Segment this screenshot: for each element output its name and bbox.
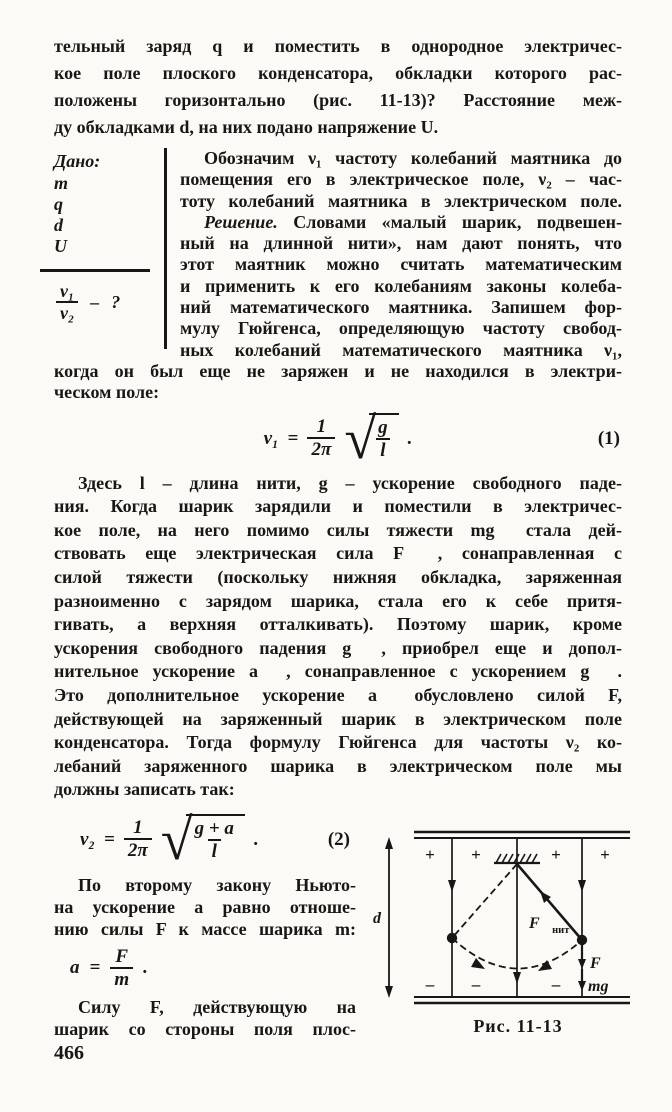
formula-2 <box>54 806 356 872</box>
radical-sign: √ <box>344 405 377 471</box>
coefficient-fraction <box>124 818 152 861</box>
plus-sign: + <box>471 844 481 864</box>
field-arrowhead <box>513 972 521 984</box>
text-line: тельный заряд q и поместить в однородное электричес- <box>54 36 622 56</box>
fraction-denominator: 2π <box>307 437 335 460</box>
text-line: Здесь l – длина нити, g – ускорение свободного паде- <box>78 472 622 493</box>
newton-text <box>54 874 356 940</box>
fraction-numerator: g <box>378 416 388 438</box>
radicand-fraction <box>191 819 238 862</box>
formula-acceleration <box>54 947 356 990</box>
text-line: этот маятник можно считать математическим <box>180 254 622 275</box>
text-line: помещения его в электрическое поле, ν₂ – час- <box>180 169 622 190</box>
plus-sign: + <box>551 844 561 864</box>
minus-sign: – <box>471 974 481 994</box>
electric-force-label: F⃗ <box>590 954 614 972</box>
given-symbol: d <box>54 215 63 235</box>
radicand <box>186 814 245 862</box>
text-line: должны записать так: <box>54 779 235 800</box>
period: . <box>407 427 413 449</box>
text-line: гивать, а верхняя отталкивать). Поэтому шарик, кроме <box>54 614 622 635</box>
minus-sign: – <box>425 974 435 994</box>
text-line: кое поле, на него помимо силы тяжести mg⃗ стала дей- <box>54 519 622 540</box>
text-line: разноименно с зарядом шарика, стала его к себе притя- <box>54 590 622 611</box>
given-box <box>40 148 167 349</box>
fraction-denominator: m <box>110 967 133 990</box>
given-separator-line <box>40 269 150 272</box>
solution-continuation <box>54 361 622 404</box>
radicand <box>369 413 399 461</box>
period: . <box>253 828 259 850</box>
minus-sign: – <box>551 974 561 994</box>
text-line: По второму закону Ньюто- <box>78 874 356 895</box>
square-root <box>160 806 245 872</box>
gravity-force-label: mg⃗ <box>588 977 621 995</box>
text-line: ный на длинной нити», нам дают понять, что <box>180 233 622 254</box>
problem-statement <box>54 33 622 141</box>
radical-sign: √ <box>160 806 193 872</box>
d-arrowhead-down <box>385 986 393 998</box>
figure-caption: Рис. 11-13 <box>473 1015 563 1036</box>
field-arrowhead <box>578 880 586 892</box>
given-symbol: q <box>54 194 63 214</box>
text-line: шарик со стороны поля плос- <box>54 1018 356 1039</box>
text-line: ческом поле: <box>54 382 160 403</box>
text-line: ния. Когда шарик зарядили и поместили в электричес- <box>54 496 622 517</box>
text-line: ных колебаний математического маятника ν₁, <box>180 339 622 360</box>
text-line: на ускорение a равно отноше- <box>54 896 356 917</box>
text-line: силой тяжести (поскольку нижняя обкладка, заряженная <box>54 566 622 587</box>
equation-number: (1) <box>597 427 620 449</box>
d-label: d <box>373 909 381 927</box>
bottom-left-column <box>54 806 356 1040</box>
coefficient-fraction <box>307 417 335 460</box>
capacitor-pendulum-diagram <box>372 822 664 1008</box>
text-line: кое поле плоского конденсатора, обкладки которого рас- <box>54 63 622 83</box>
text-line: мулу Гюйгенса, определяющую частоту свобод- <box>180 318 622 339</box>
text-line: Силу F, действующую на <box>78 996 356 1017</box>
tension-force-label: $F⃗_{нит}$ <box>529 914 570 936</box>
text-line: ний математического маятника. Запишем фор- <box>180 297 622 318</box>
text-line: ствовать еще электрическая сила F⃗ , сонаправленная с <box>54 543 622 564</box>
plus-sign: + <box>425 844 435 864</box>
given-symbol: m <box>54 173 69 193</box>
formula-lhs: ν₂ <box>80 828 96 850</box>
force-text <box>54 996 356 1040</box>
square-root <box>344 405 398 471</box>
text-line: нительное ускорение a⃗ , сонаправленное с ускорением g⃗ . <box>54 661 622 682</box>
equals-sign: = <box>89 957 101 979</box>
equals-sign: = <box>104 828 115 850</box>
formula-lhs: ν₁ <box>263 427 279 449</box>
question-mark: ? <box>111 291 121 312</box>
text-line: конденсатора. Тогда формулу Гюйгенса для частоты ν₂ ко- <box>54 732 622 753</box>
given-title: Дано: <box>54 151 101 171</box>
fraction-numerator: 1 <box>133 817 143 839</box>
dash: – <box>90 291 100 312</box>
solution-column <box>167 148 622 361</box>
page-number: 466 <box>54 1042 84 1064</box>
text-line: когда он был еще не заряжен и не находился в электри- <box>54 360 622 381</box>
figure-11-13 <box>372 822 664 1040</box>
text-line: и применить к его колебаниям законы колеба- <box>180 275 622 296</box>
bottom-section <box>54 806 622 1040</box>
find-expression <box>54 282 164 323</box>
gravity-force-arrowhead <box>578 981 586 991</box>
swing-direction-arrow <box>538 960 552 971</box>
fraction-numerator: g + a <box>194 817 234 839</box>
given-symbol: U <box>54 236 67 256</box>
text-line: Это дополнительное ускорение a⃗ обусловлено силой F, <box>54 684 622 705</box>
equation-number: (2) <box>327 828 350 850</box>
plus-sign: + <box>600 844 610 864</box>
text-line: нию силы F к массе шарика m: <box>54 918 356 939</box>
fraction-denominator: l <box>208 839 221 862</box>
text-line: тоту колебаний маятника в электрическом поле. <box>180 190 622 211</box>
formula-1 <box>54 405 622 471</box>
fraction-numerator: F <box>115 945 129 967</box>
text-line: положены горизонтально (рис. 11-13)? Расстояние меж- <box>54 90 622 110</box>
fraction-numerator: 1 <box>316 416 327 438</box>
frequency-ratio-fraction <box>56 282 78 323</box>
text-line: действующей на заряженный шарик в электрическом поле <box>54 708 622 729</box>
force-mass-fraction <box>110 947 133 990</box>
text-line: лебаний заряженного шарика в электрическом поле мы <box>54 755 622 776</box>
formula-lhs: a <box>70 957 80 979</box>
text-line: ускорения свободного падения g⃗ , приобрел еще и допол- <box>54 637 622 658</box>
period: . <box>143 957 148 979</box>
text-line: ду обкладками d, на них подано напряжение U. <box>54 117 439 137</box>
text-line <box>180 212 622 233</box>
equals-sign: = <box>287 427 299 449</box>
fraction-denominator: ν₂ <box>56 301 78 323</box>
text-run: Словами «малый шарик, подвешен- <box>293 211 622 232</box>
d-arrowhead-up <box>385 837 393 849</box>
explanation-paragraph <box>54 472 622 802</box>
fraction-denominator: 2π <box>124 838 152 861</box>
text-line: Обозначим ν₁ частоту колебаний маятника до <box>204 148 622 168</box>
fraction-denominator: l <box>376 438 389 461</box>
field-arrowhead <box>448 880 456 892</box>
solution-keyword: Решение. <box>204 211 278 232</box>
given-and-solution-row <box>54 148 622 361</box>
radicand-fraction <box>374 418 392 461</box>
pendulum-string-dashed <box>452 864 517 938</box>
electric-force-arrowhead <box>578 959 586 969</box>
fraction-numerator: ν₁ <box>60 281 75 301</box>
